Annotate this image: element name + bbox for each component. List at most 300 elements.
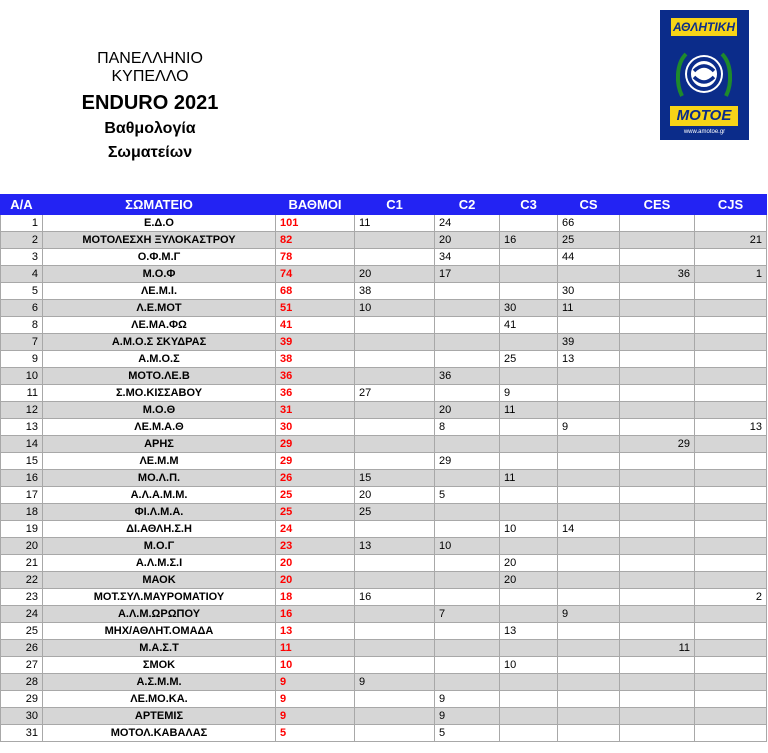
points-cell: 9 — [276, 708, 355, 725]
score-cell — [435, 674, 500, 691]
score-cell — [620, 708, 695, 725]
score-cell — [435, 334, 500, 351]
club-name-cell: Σ.ΜΟ.ΚΙΣΣΑΒΟΥ — [43, 385, 276, 402]
score-cell: 20 — [500, 555, 558, 572]
column-header: CES — [620, 195, 695, 215]
rank-cell: 14 — [1, 436, 43, 453]
logo-url: www.amotoe.gr — [683, 129, 726, 135]
table-header-row — [1, 195, 767, 215]
points-cell: 10 — [276, 657, 355, 674]
club-name-cell: ΜΑΟΚ — [43, 572, 276, 589]
score-cell: 13 — [355, 538, 435, 555]
club-name-cell: Μ.Ο.Γ — [43, 538, 276, 555]
score-cell — [695, 249, 767, 266]
club-name-cell: Μ.Ο.Θ — [43, 402, 276, 419]
points-cell: 36 — [276, 385, 355, 402]
rank-cell: 12 — [1, 402, 43, 419]
points-cell: 74 — [276, 266, 355, 283]
rank-cell: 9 — [1, 351, 43, 368]
rank-cell: 6 — [1, 300, 43, 317]
score-cell — [695, 504, 767, 521]
score-cell: 9 — [435, 691, 500, 708]
score-cell — [558, 385, 620, 402]
title-subtitle-2: Σωματείων — [107, 144, 193, 161]
score-cell: 29 — [435, 453, 500, 470]
score-cell — [500, 283, 558, 300]
score-cell: 2 — [695, 589, 767, 606]
score-cell — [695, 470, 767, 487]
score-cell: 10 — [435, 538, 500, 555]
score-cell: 66 — [558, 215, 620, 232]
points-cell: 101 — [276, 215, 355, 232]
score-cell — [558, 572, 620, 589]
score-cell — [558, 725, 620, 742]
title-block — [40, 50, 260, 162]
table-row — [1, 334, 767, 351]
rank-cell: 2 — [1, 232, 43, 249]
score-cell: 30 — [500, 300, 558, 317]
club-name-cell: Α.Λ.Α.Μ.Μ. — [43, 487, 276, 504]
points-cell: 82 — [276, 232, 355, 249]
score-cell — [695, 215, 767, 232]
club-name-cell: Μ.Ο.Φ — [43, 266, 276, 283]
score-cell: 11 — [500, 402, 558, 419]
score-cell — [355, 351, 435, 368]
rank-cell: 28 — [1, 674, 43, 691]
score-cell — [435, 623, 500, 640]
table-row — [1, 691, 767, 708]
table-row — [1, 623, 767, 640]
score-cell: 20 — [355, 266, 435, 283]
score-cell — [620, 385, 695, 402]
points-cell: 31 — [276, 402, 355, 419]
points-cell: 41 — [276, 317, 355, 334]
score-cell: 20 — [355, 487, 435, 504]
score-cell — [695, 283, 767, 300]
score-cell — [500, 674, 558, 691]
score-cell — [355, 334, 435, 351]
points-cell: 36 — [276, 368, 355, 385]
score-cell — [695, 317, 767, 334]
points-cell: 25 — [276, 504, 355, 521]
title-line-1: ΠΑΝΕΛΛΗΝΙΟ — [97, 50, 203, 67]
score-cell — [558, 504, 620, 521]
points-cell: 9 — [276, 674, 355, 691]
club-name-cell: ΑΡΗΣ — [43, 436, 276, 453]
score-cell: 14 — [558, 521, 620, 538]
score-cell — [355, 725, 435, 742]
club-name-cell: ΛΕ.ΜΑ.ΦΩ — [43, 317, 276, 334]
score-cell: 25 — [355, 504, 435, 521]
points-cell: 16 — [276, 606, 355, 623]
score-cell — [620, 283, 695, 300]
club-name-cell: ΛΕ.Μ.Ι. — [43, 283, 276, 300]
points-cell: 20 — [276, 555, 355, 572]
score-cell — [558, 674, 620, 691]
score-cell — [620, 215, 695, 232]
score-cell — [558, 402, 620, 419]
score-cell — [355, 521, 435, 538]
score-cell: 38 — [355, 283, 435, 300]
rank-cell: 27 — [1, 657, 43, 674]
score-cell — [620, 589, 695, 606]
score-cell — [620, 691, 695, 708]
score-cell: 20 — [435, 232, 500, 249]
club-name-cell: Α.Μ.Ο.Σ — [43, 351, 276, 368]
score-cell — [435, 657, 500, 674]
table-row — [1, 606, 767, 623]
score-cell — [620, 674, 695, 691]
score-cell: 39 — [558, 334, 620, 351]
score-cell — [500, 504, 558, 521]
score-cell — [695, 623, 767, 640]
score-cell: 27 — [355, 385, 435, 402]
rank-cell: 15 — [1, 453, 43, 470]
score-cell — [620, 351, 695, 368]
score-cell — [355, 419, 435, 436]
score-cell — [435, 351, 500, 368]
score-cell — [500, 249, 558, 266]
table-row — [1, 283, 767, 300]
score-cell: 7 — [435, 606, 500, 623]
score-cell: 34 — [435, 249, 500, 266]
club-name-cell: ΜΟ.Λ.Π. — [43, 470, 276, 487]
club-name-cell: ΜΟΤΟΛ.ΚΑΒΑΛΑΣ — [43, 725, 276, 742]
score-cell — [355, 368, 435, 385]
score-cell: 5 — [435, 725, 500, 742]
score-cell — [500, 487, 558, 504]
score-cell — [695, 453, 767, 470]
score-cell — [558, 589, 620, 606]
score-cell: 25 — [500, 351, 558, 368]
score-cell: 9 — [435, 708, 500, 725]
rank-cell: 20 — [1, 538, 43, 555]
score-cell — [500, 266, 558, 283]
table-row — [1, 402, 767, 419]
score-cell: 30 — [558, 283, 620, 300]
score-cell — [558, 487, 620, 504]
score-cell — [500, 538, 558, 555]
table-row — [1, 436, 767, 453]
table-row — [1, 555, 767, 572]
score-cell — [620, 419, 695, 436]
score-cell — [558, 266, 620, 283]
points-cell: 51 — [276, 300, 355, 317]
points-cell: 38 — [276, 351, 355, 368]
logo-top-text: ΑΘΛΗΤΙΚΗ — [671, 18, 737, 36]
score-cell: 36 — [435, 368, 500, 385]
score-cell: 11 — [355, 215, 435, 232]
points-cell: 5 — [276, 725, 355, 742]
column-header: C1 — [355, 195, 435, 215]
points-cell: 29 — [276, 436, 355, 453]
club-name-cell: Α.Σ.Μ.Μ. — [43, 674, 276, 691]
rank-cell: 16 — [1, 470, 43, 487]
amotoe-logo — [660, 10, 749, 140]
club-name-cell: ΜΗΧ/ΑΘΛΗΤ.ΟΜΑΔΑ — [43, 623, 276, 640]
score-cell — [355, 232, 435, 249]
score-cell — [695, 521, 767, 538]
score-cell: 1 — [695, 266, 767, 283]
score-cell: 29 — [620, 436, 695, 453]
rank-cell: 23 — [1, 589, 43, 606]
rank-cell: 11 — [1, 385, 43, 402]
score-cell — [500, 589, 558, 606]
score-cell — [500, 215, 558, 232]
score-cell — [695, 572, 767, 589]
table-row — [1, 725, 767, 742]
rank-cell: 8 — [1, 317, 43, 334]
title-event: ENDURO 2021 — [81, 92, 219, 114]
club-name-cell: ΛΕ.Μ.Α.Θ — [43, 419, 276, 436]
table-row — [1, 300, 767, 317]
score-cell: 5 — [435, 487, 500, 504]
score-cell — [355, 249, 435, 266]
table-row — [1, 657, 767, 674]
score-cell — [620, 487, 695, 504]
score-cell — [620, 470, 695, 487]
points-cell: 25 — [276, 487, 355, 504]
points-cell: 78 — [276, 249, 355, 266]
column-header: Α/Α — [1, 195, 43, 215]
score-cell — [435, 436, 500, 453]
rank-cell: 18 — [1, 504, 43, 521]
score-cell — [695, 538, 767, 555]
score-cell — [620, 606, 695, 623]
points-cell: 68 — [276, 283, 355, 300]
score-cell — [558, 453, 620, 470]
score-cell: 9 — [558, 419, 620, 436]
score-cell: 16 — [500, 232, 558, 249]
score-cell — [695, 368, 767, 385]
score-cell — [435, 283, 500, 300]
score-cell: 15 — [355, 470, 435, 487]
rank-cell: 7 — [1, 334, 43, 351]
score-cell — [435, 572, 500, 589]
score-cell — [500, 436, 558, 453]
score-cell — [620, 249, 695, 266]
score-cell — [500, 606, 558, 623]
score-cell — [355, 708, 435, 725]
score-cell: 8 — [435, 419, 500, 436]
rank-cell: 13 — [1, 419, 43, 436]
club-name-cell: Μ.Α.Σ.Τ — [43, 640, 276, 657]
rank-cell: 22 — [1, 572, 43, 589]
table-row — [1, 572, 767, 589]
table-row — [1, 640, 767, 657]
score-cell — [695, 436, 767, 453]
score-cell: 17 — [435, 266, 500, 283]
steering-wheel-icon — [674, 46, 734, 102]
score-cell — [355, 691, 435, 708]
title-line-2: ΚΥΠΕΛΛΟ — [111, 68, 189, 85]
score-cell — [620, 725, 695, 742]
club-name-cell: Α.Μ.Ο.Σ ΣΚΥΔΡΑΣ — [43, 334, 276, 351]
rank-cell: 5 — [1, 283, 43, 300]
points-cell: 29 — [276, 453, 355, 470]
score-cell: 41 — [500, 317, 558, 334]
score-cell — [620, 232, 695, 249]
points-cell: 39 — [276, 334, 355, 351]
score-cell — [500, 708, 558, 725]
table-row — [1, 521, 767, 538]
score-cell: 9 — [558, 606, 620, 623]
score-cell — [355, 453, 435, 470]
table-row — [1, 249, 767, 266]
table-row — [1, 232, 767, 249]
score-cell — [620, 555, 695, 572]
score-cell — [435, 640, 500, 657]
rank-cell: 1 — [1, 215, 43, 232]
rank-cell: 30 — [1, 708, 43, 725]
score-cell — [500, 419, 558, 436]
score-cell — [695, 725, 767, 742]
club-name-cell: ΦΙ.Λ.Μ.Α. — [43, 504, 276, 521]
club-name-cell: Α.Λ.Μ.Σ.Ι — [43, 555, 276, 572]
score-cell — [620, 300, 695, 317]
rank-cell: 21 — [1, 555, 43, 572]
score-cell: 11 — [558, 300, 620, 317]
score-cell — [695, 402, 767, 419]
score-cell — [355, 402, 435, 419]
points-cell: 24 — [276, 521, 355, 538]
points-cell: 18 — [276, 589, 355, 606]
score-cell — [435, 521, 500, 538]
table-row — [1, 487, 767, 504]
score-cell — [558, 470, 620, 487]
score-cell: 13 — [695, 419, 767, 436]
score-cell — [435, 589, 500, 606]
score-cell: 11 — [500, 470, 558, 487]
score-cell — [695, 385, 767, 402]
score-cell — [435, 555, 500, 572]
score-cell — [355, 555, 435, 572]
score-cell — [435, 317, 500, 334]
score-cell — [695, 300, 767, 317]
rank-cell: 29 — [1, 691, 43, 708]
score-cell — [500, 334, 558, 351]
score-cell — [620, 402, 695, 419]
score-cell — [695, 657, 767, 674]
rank-cell: 24 — [1, 606, 43, 623]
points-cell: 13 — [276, 623, 355, 640]
score-cell — [500, 453, 558, 470]
score-cell: 21 — [695, 232, 767, 249]
score-cell — [620, 623, 695, 640]
club-name-cell: ΜΟΤΟΛΕΣΧΗ ΞΥΛΟΚΑΣΤΡΟΥ — [43, 232, 276, 249]
score-cell — [558, 640, 620, 657]
club-name-cell: ΔΙ.ΑΘΛΗ.Σ.Η — [43, 521, 276, 538]
score-cell — [435, 504, 500, 521]
score-cell — [355, 606, 435, 623]
score-cell: 10 — [500, 657, 558, 674]
score-cell: 11 — [620, 640, 695, 657]
score-cell — [558, 368, 620, 385]
rank-cell: 3 — [1, 249, 43, 266]
points-cell: 9 — [276, 691, 355, 708]
club-name-cell: ΑΡΤΕΜΙΣ — [43, 708, 276, 725]
score-cell: 24 — [435, 215, 500, 232]
column-header: C3 — [500, 195, 558, 215]
club-name-cell: ΣΜΟΚ — [43, 657, 276, 674]
score-cell — [695, 674, 767, 691]
score-cell — [355, 436, 435, 453]
points-cell: 30 — [276, 419, 355, 436]
column-header: ΒΑΘΜΟΙ — [276, 195, 355, 215]
score-cell — [500, 691, 558, 708]
score-cell — [558, 538, 620, 555]
score-cell — [558, 623, 620, 640]
club-name-cell: ΜΟΤΟ.ΛΕ.Β — [43, 368, 276, 385]
table-row — [1, 589, 767, 606]
score-cell: 13 — [500, 623, 558, 640]
club-name-cell: ΛΕ.Μ.Μ — [43, 453, 276, 470]
table-row — [1, 708, 767, 725]
column-header: ΣΩΜΑΤΕΙΟ — [43, 195, 276, 215]
table-row — [1, 504, 767, 521]
score-cell: 20 — [500, 572, 558, 589]
score-cell — [695, 555, 767, 572]
score-cell — [355, 640, 435, 657]
score-cell — [435, 385, 500, 402]
table-row — [1, 351, 767, 368]
points-cell: 20 — [276, 572, 355, 589]
score-cell — [500, 725, 558, 742]
club-name-cell: Ο.Φ.Μ.Γ — [43, 249, 276, 266]
points-cell: 11 — [276, 640, 355, 657]
table-row — [1, 266, 767, 283]
club-name-cell: Λ.Ε.ΜΟΤ — [43, 300, 276, 317]
score-cell: 9 — [355, 674, 435, 691]
column-header: CJS — [695, 195, 767, 215]
score-cell — [620, 334, 695, 351]
rank-cell: 31 — [1, 725, 43, 742]
table-row — [1, 453, 767, 470]
score-cell — [500, 640, 558, 657]
score-cell — [558, 708, 620, 725]
score-cell — [695, 640, 767, 657]
table-row — [1, 368, 767, 385]
points-cell: 23 — [276, 538, 355, 555]
score-cell: 36 — [620, 266, 695, 283]
score-cell — [500, 368, 558, 385]
table-row — [1, 215, 767, 232]
score-cell — [620, 368, 695, 385]
points-cell: 26 — [276, 470, 355, 487]
column-header: C2 — [435, 195, 500, 215]
score-cell — [355, 657, 435, 674]
score-cell — [695, 708, 767, 725]
club-name-cell: Α.Λ.Μ.ΩΡΩΠΟΥ — [43, 606, 276, 623]
score-cell — [695, 691, 767, 708]
table-row — [1, 538, 767, 555]
score-cell: 10 — [500, 521, 558, 538]
table-row — [1, 317, 767, 334]
rank-cell: 10 — [1, 368, 43, 385]
standings-table — [0, 194, 767, 742]
score-cell — [435, 300, 500, 317]
score-cell: 9 — [500, 385, 558, 402]
score-cell — [558, 555, 620, 572]
score-cell — [558, 436, 620, 453]
score-cell — [355, 572, 435, 589]
score-cell — [558, 691, 620, 708]
rank-cell: 19 — [1, 521, 43, 538]
score-cell — [620, 572, 695, 589]
score-cell — [558, 657, 620, 674]
column-header: CS — [558, 195, 620, 215]
score-cell — [695, 487, 767, 504]
